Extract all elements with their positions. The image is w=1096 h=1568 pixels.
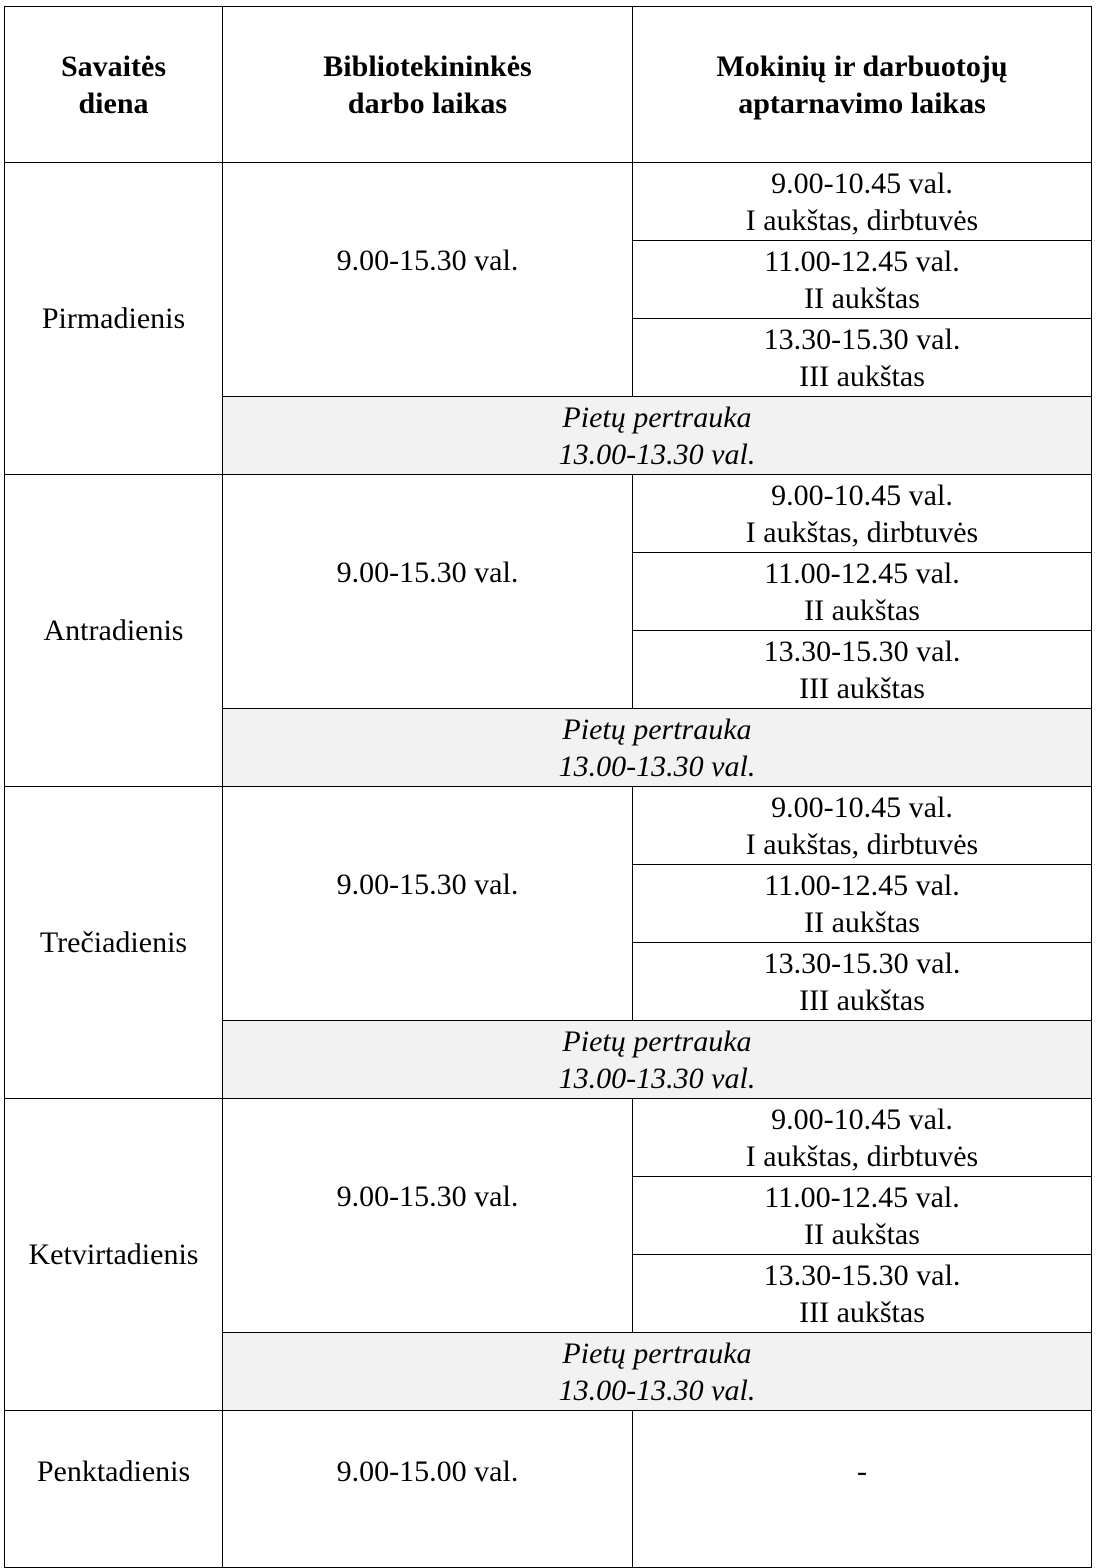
service-none: -	[632, 1410, 1092, 1568]
lunch-break: Pietų pertrauka 13.00-13.30 val.	[222, 708, 1092, 787]
service-slot: 9.00-10.45 val. I aukštas, dirbtuvės	[632, 474, 1092, 553]
day-name: Penktadienis	[4, 1410, 223, 1568]
service-slot: 13.30-15.30 val. III aukštas	[632, 942, 1092, 1021]
service-slot: 11.00-12.45 val. II aukštas	[632, 240, 1092, 319]
librarian-hours: 9.00-15.30 val.	[222, 162, 633, 397]
header-day: Savaitės diena	[4, 6, 223, 163]
service-slot: 9.00-10.45 val. I aukštas, dirbtuvės	[632, 162, 1092, 241]
librarian-hours: 9.00-15.30 val.	[222, 786, 633, 1021]
day-name: Pirmadienis	[4, 162, 223, 475]
librarian-hours: 9.00-15.30 val.	[222, 1098, 633, 1333]
service-slot: 13.30-15.30 val. III aukštas	[632, 630, 1092, 709]
librarian-hours: 9.00-15.00 val.	[222, 1410, 633, 1568]
day-name: Ketvirtadienis	[4, 1098, 223, 1411]
service-slot: 9.00-10.45 val. I aukštas, dirbtuvės	[632, 1098, 1092, 1177]
service-slot: 11.00-12.45 val. II aukštas	[632, 552, 1092, 631]
lunch-break: Pietų pertrauka 13.00-13.30 val.	[222, 1332, 1092, 1411]
service-slot: 13.30-15.30 val. III aukštas	[632, 318, 1092, 397]
lunch-break: Pietų pertrauka 13.00-13.30 val.	[222, 396, 1092, 475]
service-slot: 13.30-15.30 val. III aukštas	[632, 1254, 1092, 1333]
day-name: Antradienis	[4, 474, 223, 787]
librarian-hours: 9.00-15.30 val.	[222, 474, 633, 709]
service-slot: 11.00-12.45 val. II aukštas	[632, 1176, 1092, 1255]
lunch-break: Pietų pertrauka 13.00-13.30 val.	[222, 1020, 1092, 1099]
day-name: Trečiadienis	[4, 786, 223, 1099]
service-slot: 11.00-12.45 val. II aukštas	[632, 864, 1092, 943]
service-slot: 9.00-10.45 val. I aukštas, dirbtuvės	[632, 786, 1092, 865]
header-librarian-hours: Bibliotekininkės darbo laikas	[222, 6, 633, 163]
header-service-hours: Mokinių ir darbuotojų aptarnavimo laikas	[632, 6, 1092, 163]
